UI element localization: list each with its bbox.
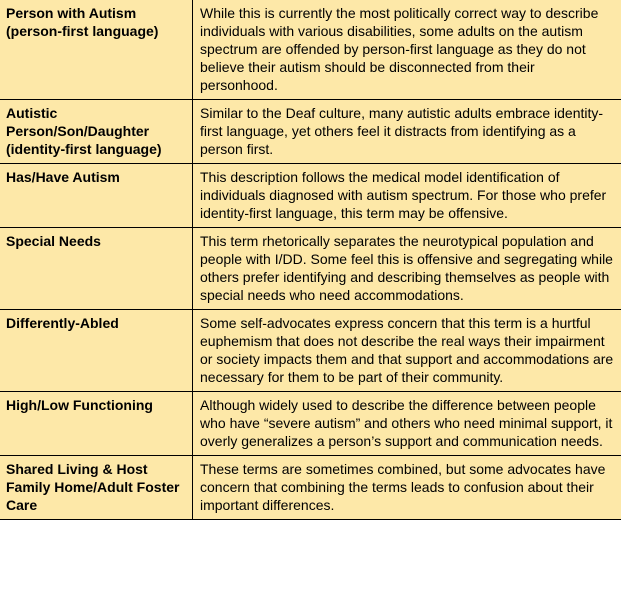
table-row [0, 100, 621, 164]
term-cell: Differently-Abled [0, 310, 193, 392]
table-row [0, 164, 621, 228]
description-cell: Although widely used to describe the difference between people who have “severe autism” and others who need minimal support, it overly generalizes a person’s support and communication needs. [193, 392, 621, 456]
table-row [0, 228, 621, 310]
description-cell: Similar to the Deaf culture, many autistic adults embrace identity-first language, yet others feel it distracts from identifying as a person first. [193, 100, 621, 164]
term-cell: Person with Autism (person-first language) [0, 0, 193, 100]
table-row [0, 456, 621, 520]
description-cell: Some self-advocates express concern that this term is a hurtful euphemism that does not describe the real ways their impairment or society impacts them and that support and accommodations are necessary for them to be part of their community. [193, 310, 621, 392]
table-row [0, 310, 621, 392]
description-cell: These terms are sometimes combined, but some advocates have concern that combining the terms leads to confusion about their important differences. [193, 456, 621, 520]
term-cell: Autistic Person/Son/Daughter (identity-first language) [0, 100, 193, 164]
description-cell: While this is currently the most politically correct way to describe individuals with various disabilities, some adults on the autism spectrum are offended by person-first language as they do not believe their autism should be disconnected from their personhood. [193, 0, 621, 100]
term-cell: Has/Have Autism [0, 164, 193, 228]
description-cell: This description follows the medical model identification of individuals diagnosed with autism spectrum. For those who prefer identity-first language, this term may be offensive. [193, 164, 621, 228]
description-cell: This term rhetorically separates the neurotypical population and people with I/DD. Some feel this is offensive and segregating while others prefer identifying and describing themselves as people with special needs who need accommodations. [193, 228, 621, 310]
term-cell: Shared Living & Host Family Home/Adult Foster Care [0, 456, 193, 520]
table-row [0, 392, 621, 456]
table-row [0, 0, 621, 100]
term-cell: High/Low Functioning [0, 392, 193, 456]
term-cell: Special Needs [0, 228, 193, 310]
